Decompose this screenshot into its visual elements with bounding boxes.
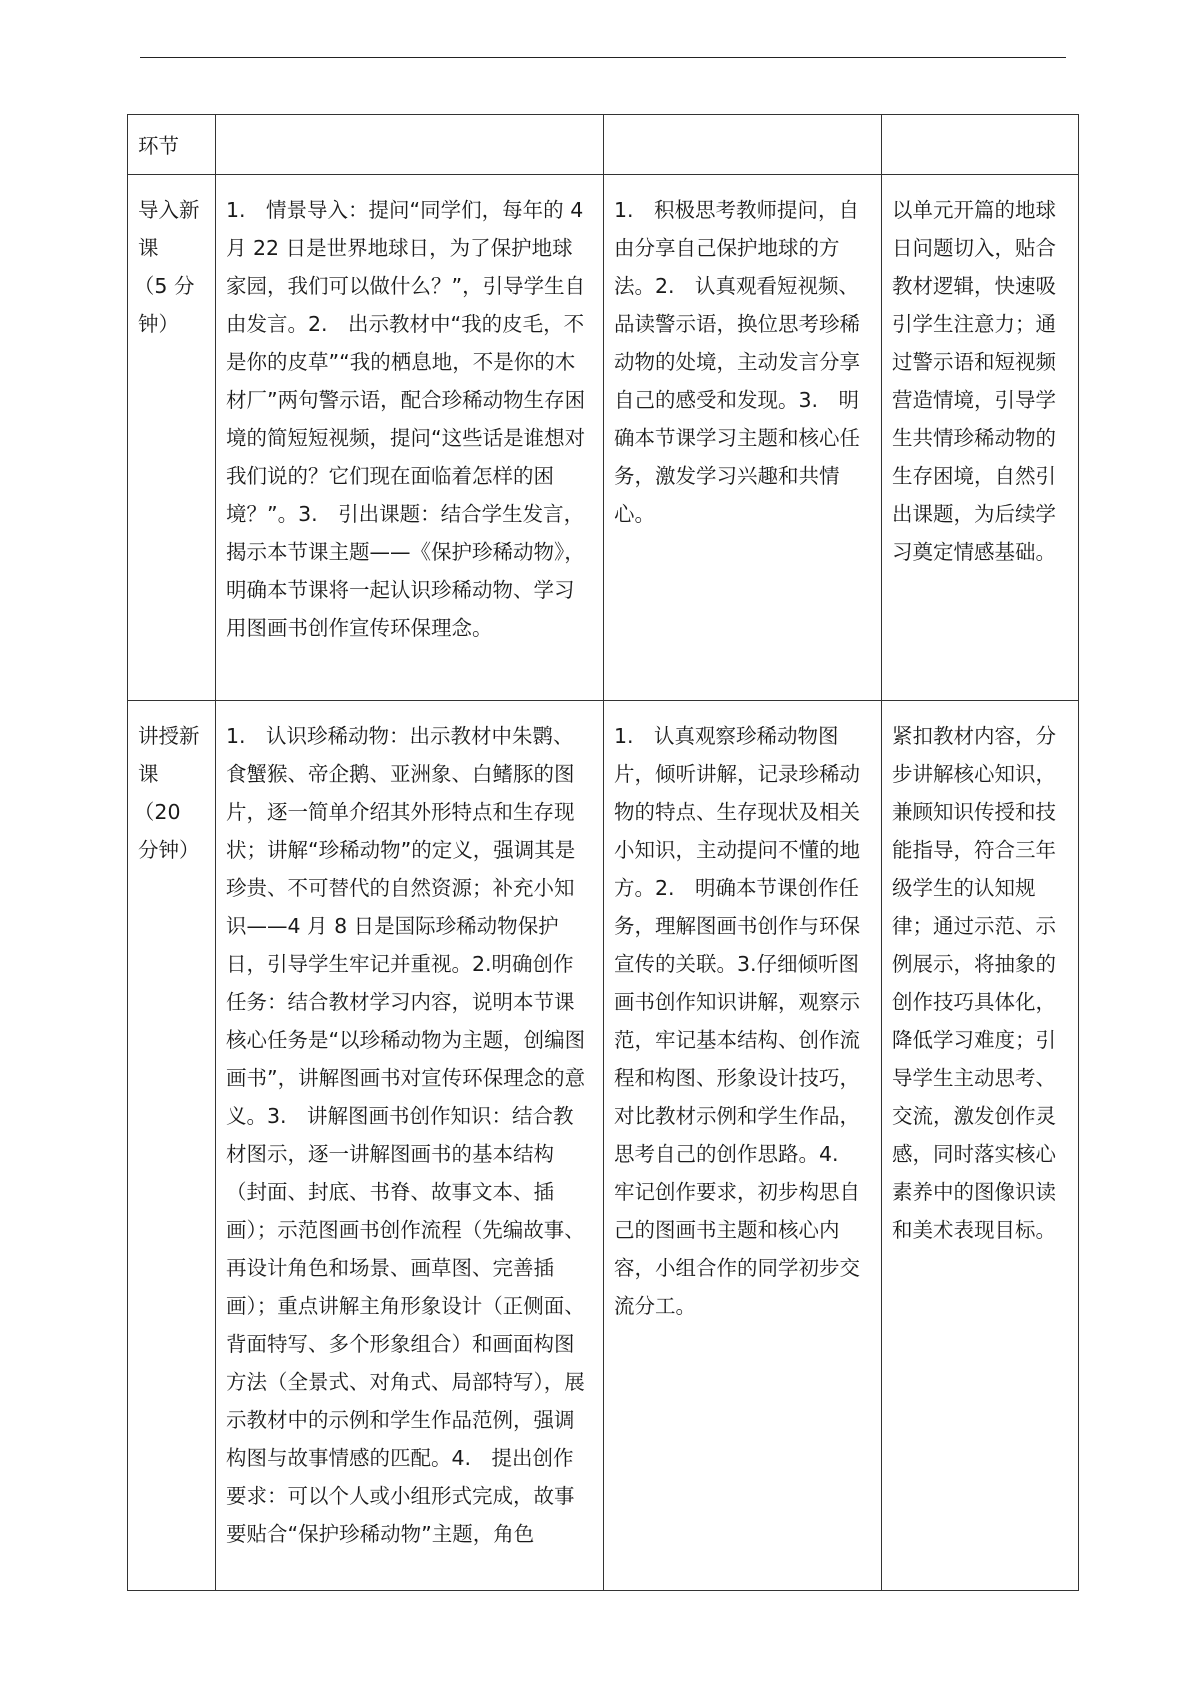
design-intent-cell: 紧扣教材内容，分步讲解核心知识，兼顾知识传授和技能指导，符合三年级学生的认知规律；通过示范、示例展示，将抽象的创作技巧具体化，降低学习难度；引导学生主动思考、交流，激发创作灵感，同时落实核心素养中的图像识读和美术表现目标。 bbox=[882, 701, 1079, 1591]
stage-duration: （20 分钟） bbox=[133, 800, 200, 862]
student-activity-cell: 1. 认真观察珍稀动物图片，倾听讲解，记录珍稀动物的特点、生存现状及相关小知识，主动提问不懂的地方。2. 明确本节课创作任务，理解图画书创作与环保宣传的关联。3.仔细倾听图画书创作知识讲解，观察示范，牢记基本结构、创作流程和构图、形象设计技巧，对比教材示例和学生作品，思考自己的创作思路。4. 牢记创作要求，初步构思自己的图画书主题和核心内容，小组合作的同学初步交流分工。 bbox=[604, 701, 882, 1591]
header-rule bbox=[140, 57, 1066, 58]
stage-duration: （5 分钟） bbox=[133, 274, 195, 336]
stage-cell bbox=[128, 175, 216, 701]
table-row bbox=[128, 175, 1079, 701]
student-activity-cell: 1. 积极思考教师提问，自由分享自己保护地球的方法。2. 认真观看短视频、品读警示语，换位思考珍稀动物的处境，主动发言分享自己的感受和发现。3. 明确本节课学习主题和核心任务，激发学习兴趣和共情心。 bbox=[604, 175, 882, 701]
stage-cell bbox=[128, 701, 216, 1591]
header-stage-cell: 环节 bbox=[128, 115, 216, 175]
header-teacher-cell bbox=[216, 115, 604, 175]
design-intent-cell: 以单元开篇的地球日问题切入，贴合教材逻辑，快速吸引学生注意力；通过警示语和短视频营造情境，引导学生共情珍稀动物的生存困境，自然引出课题，为后续学习奠定情感基础。 bbox=[882, 175, 1079, 701]
stage-name: 讲授新课 bbox=[138, 724, 200, 786]
table-header-row bbox=[128, 115, 1079, 175]
lesson-plan-table bbox=[127, 114, 1079, 1591]
table-row bbox=[128, 701, 1079, 1591]
stage-name: 导入新课 bbox=[138, 198, 200, 260]
teacher-activity-cell: 1. 情景导入：提问“同学们，每年的 4 月 22 日是世界地球日，为了保护地球家园，我们可以做什么？”，引导学生自由发言。2. 出示教材中“我的皮毛，不是你的皮草”“我的栖息地，不是你的木材厂”两句警示语，配合珍稀动物生存困境的简短短视频，提问“这些话是谁想对我们说的？它们现在面临着怎样的困境？”。3. 引出课题：结合学生发言，揭示本节课主题——《保护珍稀动物》，明确本节课将一起认识珍稀动物、学习用图画书创作宣传环保理念。 bbox=[216, 175, 604, 701]
teacher-activity-cell: 1. 认识珍稀动物：出示教材中朱鹮、食蟹猴、帝企鹅、亚洲象、白鳍豚的图片，逐一简单介绍其外形特点和生存现状；讲解“珍稀动物”的定义，强调其是珍贵、不可替代的自然资源；补充小知识——4 月 8 日是国际珍稀动物保护日，引导学生牢记并重视。2.明确创作任务：结合教材学习内容，说明本节课核心任务是“以珍稀动物为主题，创编图画书”，讲解图画书对宣传环保理念的意义。3. 讲解图画书创作知识：结合教材图示，逐一讲解图画书的基本结构（封面、封底、书脊、故事文本、插画）；示范图画书创作流程（先编故事、再设计角色和场景、画草图、完善插画）；重点讲解主角形象设计（正侧面、背面特写、多个形象组合）和画面构图方法（全景式、对角式、局部特写），展示教材中的示例和学生作品范例，强调构图与故事情感的匹配。4. 提出创作要求：可以个人或小组形式完成，故事要贴合“保护珍稀动物”主题，角色 bbox=[216, 701, 604, 1591]
header-student-cell bbox=[604, 115, 882, 175]
header-intent-cell bbox=[882, 115, 1079, 175]
